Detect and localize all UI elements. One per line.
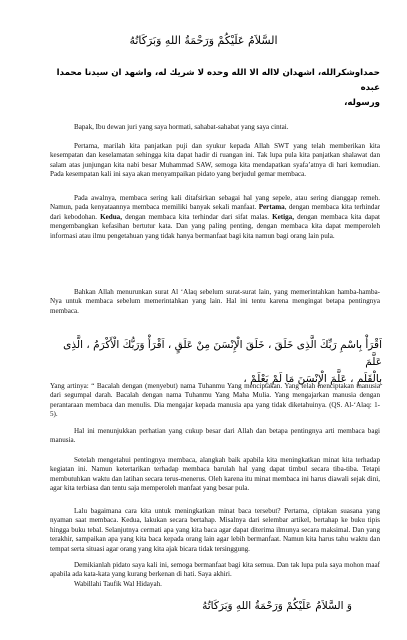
paragraph-2-bold-1: Pertama	[258, 203, 285, 212]
paragraph-4: Hal ini menunjukkan perhatian yang cukup besar dari Allah dan betapa pentingnya arti membaca bagi manusia.	[50, 427, 380, 445]
paragraph-2-bold-2: Kedua,	[100, 212, 122, 221]
paragraph-2-text-e: dengan membaca kita dapat mengembangkan kefasihan bertutur kata. Dan yang paling penting, dengan membaca kita dapat memperoleh informasi atau ilmu pengetahuan yang tidak hanya bermanfaat bagi kita namun bagi orang lain pula.	[50, 212, 380, 240]
paragraph-translation: Yang artinya: “ Bacalah dengan (menyebut) nama Tuhanmu Yang menciptakan. Yang telah menciptakan manusia dari segumpal darah. Bacalah dengan nama Tuhanmu Yang Maha Mulia. Yang mengajarkan manusia dengan perantaraan membaca dan menulis. Dia mengajar kepada manusia apa yang tidak diketahuinya. (QS. Al-‘Alaq: 1-5).	[50, 382, 380, 419]
paragraph-2-text-a: Pada awalnya, membaca sering kali ditafsirkan sebagai hal yang sepele, atau sering dianggap remeh. Namun, pada kenyataannya membaca memiliki banyak sekali manfaat.	[50, 194, 380, 212]
paragraph-5: Setelah mengetahui pentingnya membaca, alangkah baik apabila kita meningkatkan minat kita terhadap kegiatan ini. Namun ketertarikan terhadap membaca barulah hal yang dapat timbul secara tiba-tiba. Tetapi membutuhkan waktu dan latihan secara terus-menerus. Oleh karena itu minat membaca ini harus diawali sejak dini, agar kita terbiasa dan tentu saja memperoleh manfaat yang besar pula.	[50, 456, 380, 493]
arabic-hamdalah-line2: ورسوله،	[344, 98, 380, 108]
arabic-quran-verse-line2: بِالْقَلَمِ ، عَلَّمَ الْإِنْسَنَ مَا لَمْ يَعْلَمْ ،	[243, 373, 382, 385]
paragraph-3: Bahkan Allah menurunkan surat Al ‘Alaq sebelum surat-surat lain, yang memerintahkan hamba-hamba-Nya untuk membaca sebelum memerintahkan yang lain. Hal ini tentu karena mengingat betapa pentingnya membaca.	[50, 288, 380, 315]
paragraph-6: Lalu bagaimana cara kita untuk meningkatkan minat baca tersebut? Pertama, ciptakan suasana yang nyaman saat membaca. Kedua, lakukan secara bertahap. Misalnya dari selembar artikel, bertahap ke buku tipis hingga buku tebal. Selanjutnya cermati apa yang kita baca agar dapat diterima ilmunya secara maksimal. Dan yang terakhir, sampaikan apa yang kita baca kepada orang lain agar lebih bermanfaat. Namun kita harus tahu waktu dan tempat serta situasi agar orang yang kita ajak bicara tidak tersinggung.	[50, 507, 380, 553]
arabic-salam-opening: السَّلاَمُ عَلَيْكُمْ وَرَحْمَةُ اللهِ وَبَرَكَاتُهُ	[129, 34, 278, 47]
paragraph-2	[50, 194, 380, 241]
arabic-hamdalah	[50, 66, 380, 111]
arabic-salam-closing: وَ السَّلاَمُ عَلَيْكُمْ وَرَحْمَةُ اللهِ وَبَرَكَاتُهُ	[202, 600, 352, 612]
paragraph-greeting: Bapak, Ibu dewan juri yang saya hormati, sahabat-sahabat yang saya cintai.	[74, 123, 289, 131]
paragraph-7: Demikianlah pidato saya kali ini, semoga bermanfaat bagi kita semua. Dan tak lupa pula saya mohon maaf apabila ada kata-kata yang kurang berkenan di hati. Saya akhiri.	[50, 561, 380, 579]
arabic-quran-verse-line1: اَقْرَأْ بِاسْمِ رَبِّكَ الَّذِى خَلَقَ ، خَلَقَ الْإِنْسَنَ مِنْ عَلَقٍ ، اَقْرَأْ وَرَبُّكَ الْأَكْرَمُ ، الَّذِى عَلَّمَ	[63, 339, 382, 368]
paragraph-closing: Wabillahi Taufik Wal Hidayah.	[74, 580, 162, 588]
arabic-quran-verse	[48, 337, 382, 388]
paragraph-2-text-d: dengan membaca kita terhindar dari sifat malas.	[121, 212, 273, 221]
paragraph-1: Pertama, marilah kita panjatkan puji dan syukur kepada Allah SWT yang telah memberikan kita kesempatan dan keselamatan sehingga kita dapat hadir di ruangan ini. Tak lupa pula kita panjatkan shalawat dan salam atas junjungan kita nabi besar Muhammad SAW, semoga kita mendapatkan syafa’atnya di hari kemudian. Pada kesempatan kali ini saya akan menyampaikan pidato yang berjudul gemar membaca.	[50, 142, 380, 179]
paragraph-2-text-c: , dengan membaca kita terhindar dari kebodohan.	[50, 203, 380, 221]
paragraph-2-bold-3: Ketiga,	[272, 212, 294, 221]
arabic-hamdalah-line1: حمداوشكرالله، اشهدان لااله الا الله وحده لا شريك له، واشهد ان سيدنا محمدا عبده	[56, 68, 380, 93]
